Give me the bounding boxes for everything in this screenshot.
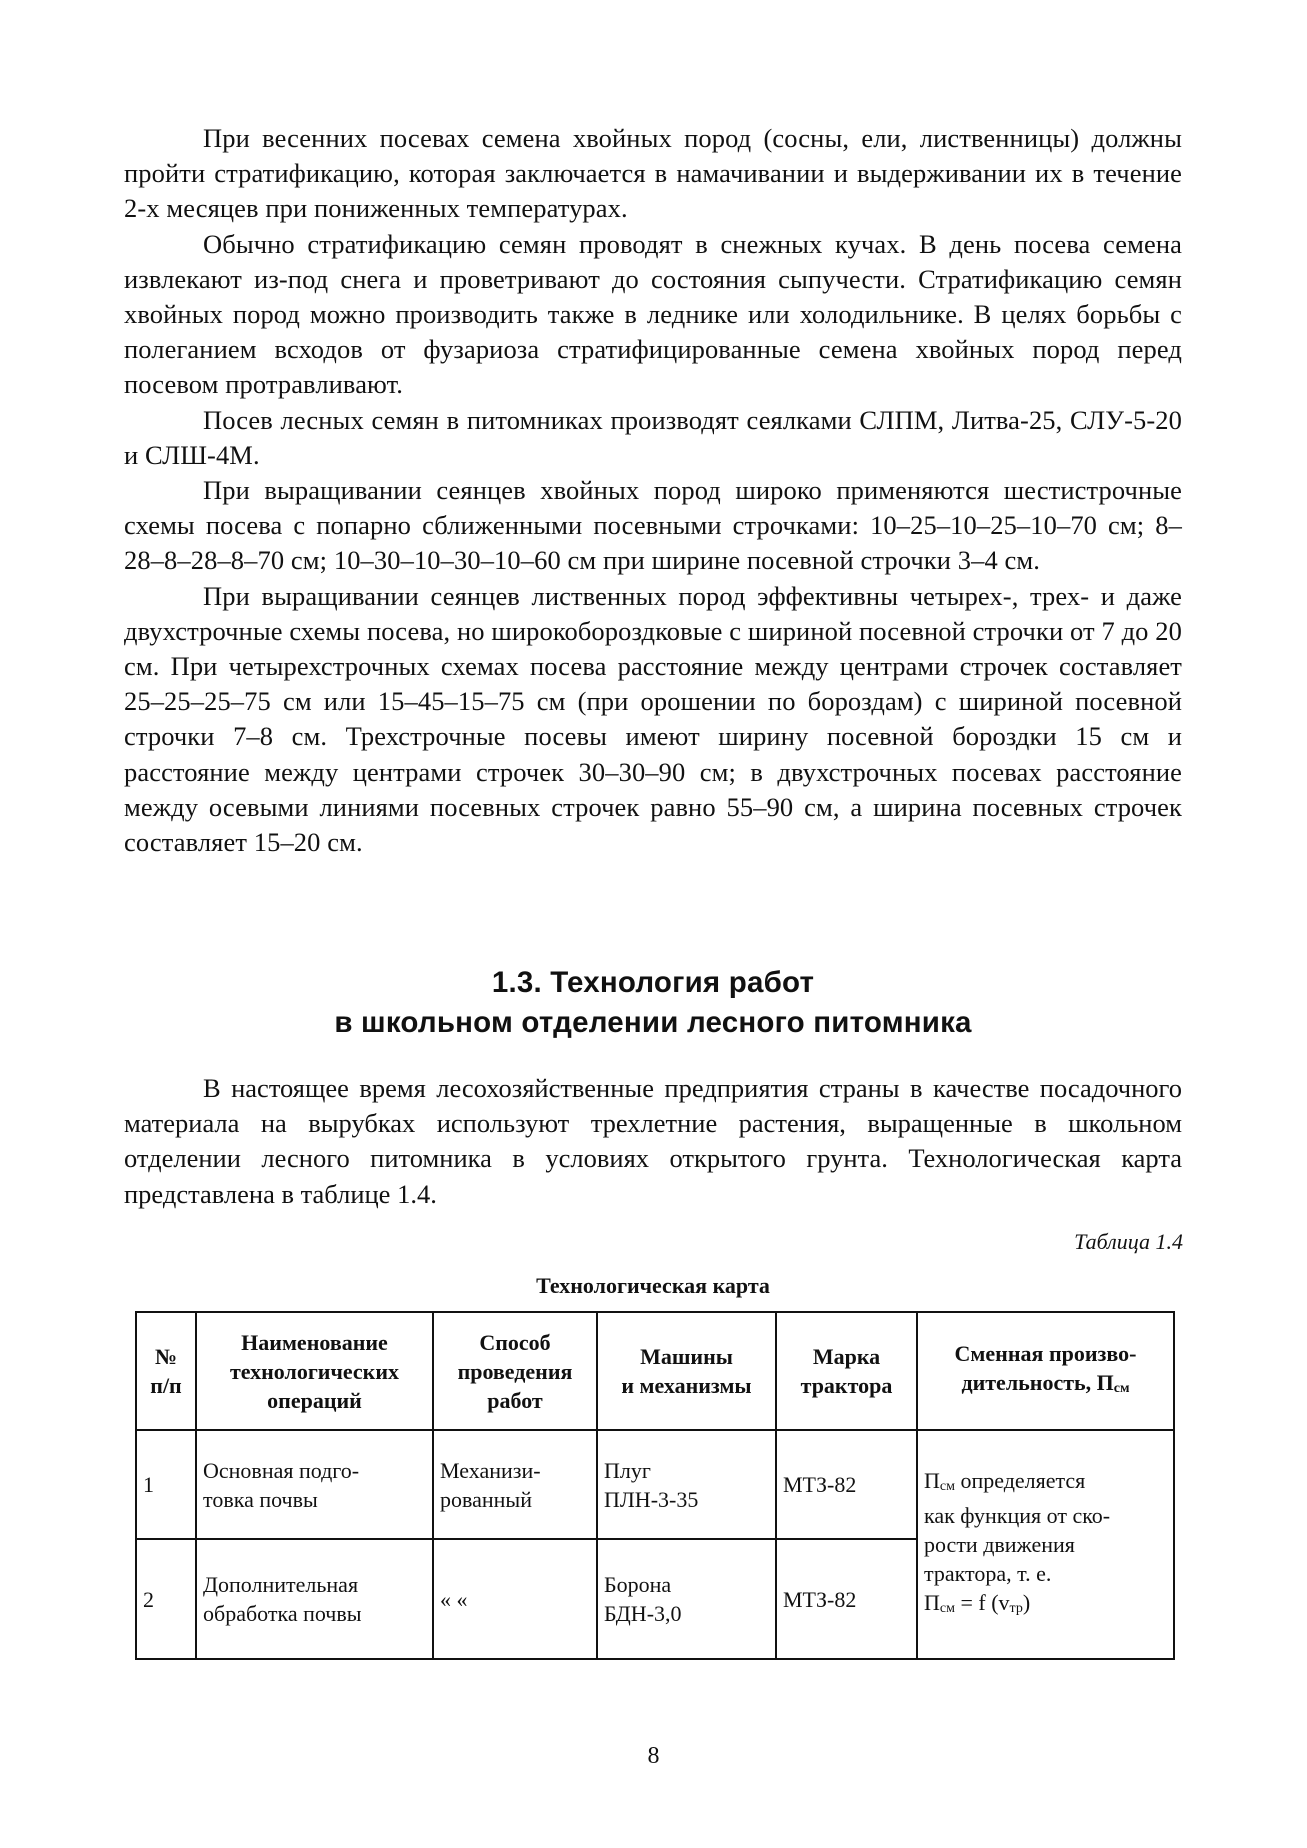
body-text <box>124 121 1182 860</box>
table-header-row <box>136 1312 1174 1430</box>
page-number: 8 <box>647 1743 660 1769</box>
cell-operation: Дополнительная обработка почвы <box>196 1539 433 1659</box>
table-row <box>136 1430 1174 1539</box>
header-machines: Машины и механизмы <box>597 1312 776 1430</box>
table-title: Технологическая карта <box>536 1273 770 1298</box>
cell-method: Механизи- рованный <box>433 1430 597 1539</box>
header-performance: Сменная произво- дительность, $П_{см}$ <box>917 1312 1174 1430</box>
cell-tractor: МТЗ-82 <box>776 1430 917 1539</box>
paragraph-deciduous-schemes: При выращивании сеянцев лиственных пород эффективны четырех-, трех- и даже двухстрочные схемы посева, но широкобороздковые с шириной посевной строчки от 7 до 20 см. При четырехстрочных схемах посева расстояние между центрами строчек составляет 25–25–25–75 см или 15–45–15–75 см (при орошении по бороздам) с шириной посевной строчки 7–8 см. Трехстрочные посевы имеют ширину посевной бороздки 15 см и расстояние между центрами строчек 30–30–90 см; в двухстрочных посевах расстояние между осевыми линиями посевных строчек равно 55–90 см, а ширина посевных строчек составляет 15–20 см. <box>124 580 1182 858</box>
cell-machines: Плуг ПЛН-3-35 <box>597 1430 776 1539</box>
header-operation: Наименование технологических операций <box>196 1312 433 1430</box>
paragraph-seeders: Посев лесных семян в питомниках производят сеялками СЛПМ, Литва-25, СЛУ-5-20 и СЛШ-4М. <box>124 404 1182 470</box>
section-heading-line-2: в школьном отделении лесного питомника <box>334 1006 972 1039</box>
cell-number: 2 <box>136 1539 196 1659</box>
cell-method: « « <box>433 1539 597 1659</box>
cell-number: 1 <box>136 1430 196 1539</box>
intro-paragraph: В настоящее время лесохозяйственные предприятия страны в качестве посадочного материала на вырубках используют трехлетние растения, выращенные в школьном отделении лесного питомника в условиях открытого грунта. Технологическая карта представлена в таблице 1.4. <box>124 1073 1182 1209</box>
header-number: № п/п <box>136 1312 196 1430</box>
paragraph-stratification: При весенних посевах семена хвойных пород (сосны, ели, лиственницы) должны пройти стратификацию, которая заключается в намачивании и выдерживании их в течение 2-х месяцев при пониженных температурах. <box>124 123 1182 224</box>
header-tractor: Марка трактора <box>776 1312 917 1430</box>
header-method: Способ проведения работ <box>433 1312 597 1430</box>
section-heading <box>124 963 1182 1043</box>
cell-machines: Борона БДН-3,0 <box>597 1539 776 1659</box>
cell-performance: $П_{см}$ определяется как функция от ско- рости движения трактора, т. е. $П_{см} = f$ $(v_{тр})$ <box>917 1430 1174 1659</box>
paragraph-conifer-schemes: При выращивании сеянцев хвойных пород широко применяются шестистрочные схемы посева с попарно сближенными посевными строчками: 10–25–10–25–10–70 см; 8–28–8–28–8–70 см; 10–30–10–30–10–60 см при ширине посевной строчки 3–4 см. <box>124 475 1182 576</box>
cell-operation: Основная подго- товка почвы <box>196 1430 433 1539</box>
paragraph-snow-storage: Обычно стратификацию семян проводят в снежных кучах. В день посева семена извлекают из-под снега и проветривают до состояния сыпучести. Стратификацию семян хвойных пород можно производить также в леднике или холодильнике. В целях борьбы с полеганием всходов от фузариоза стратифицированные семена хвойных пород перед посевом протравливают. <box>124 228 1182 400</box>
section-heading-line-1: 1.3. Технология работ <box>491 966 815 999</box>
technology-table <box>135 1311 1175 1660</box>
table-label: Таблица 1.4 <box>1074 1229 1183 1254</box>
section-intro <box>124 1071 1182 1212</box>
cell-tractor: МТЗ-82 <box>776 1539 917 1659</box>
